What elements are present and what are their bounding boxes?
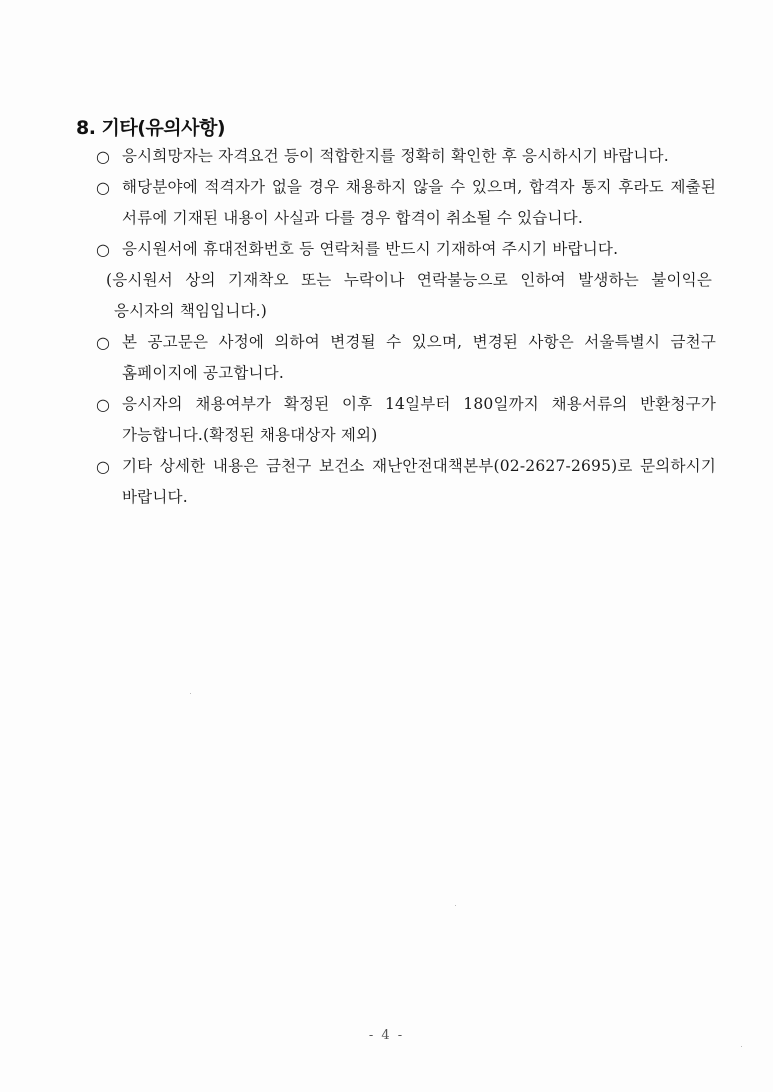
list-item-text: 해당분야에 적격자가 없을 경우 채용하지 않을 수 있으며, 합격자 통지 후라도 제출된 서류에 기재된 내용이 사실과 다를 경우 합격이 취소될 수 있습니다. — [122, 178, 716, 227]
section-title: 8. 기타(유의사항) — [76, 117, 226, 139]
page-number: - 4 - — [368, 1028, 405, 1043]
circle-bullet-icon: ○ — [96, 147, 110, 166]
list-item — [96, 389, 716, 451]
list-item — [96, 327, 716, 389]
scan-speck — [190, 693, 191, 694]
circle-bullet-icon: ○ — [96, 395, 110, 414]
notice-list — [96, 141, 716, 513]
scan-speck — [741, 1046, 742, 1047]
list-item-text: 응시자의 채용여부가 확정된 이후 14일부터 180일까지 채용서류의 반환청구가 가능합니다.(확정된 채용대상자 제외) — [122, 395, 716, 444]
list-item-text: 응시희망자는 자격요건 등이 적합한지를 정확히 확인한 후 응시하시기 바랍니다. — [122, 147, 669, 165]
list-item — [96, 141, 716, 172]
list-item — [96, 451, 716, 513]
list-item-text: 응시원서에 휴대전화번호 등 연락처를 반드시 기재하여 주시기 바랍니다. — [122, 240, 619, 258]
circle-bullet-icon: ○ — [96, 178, 110, 197]
scan-speck — [455, 905, 456, 906]
list-item — [96, 172, 716, 234]
list-item-text: 기타 상세한 내용은 금천구 보건소 재난안전대책본부(02-2627-2695)로 문의하시기 바랍니다. — [122, 457, 716, 506]
circle-bullet-icon: ○ — [96, 457, 110, 476]
circle-bullet-icon: ○ — [96, 240, 110, 259]
circle-bullet-icon: ○ — [96, 333, 110, 352]
list-item — [96, 234, 716, 265]
list-item-note: (응시원서 상의 기재착오 또는 누락이나 연락불능으로 인하여 발생하는 불이익은 응시자의 책임입니다.) — [106, 271, 712, 320]
list-item-text: 본 공고문은 사정에 의하여 변경될 수 있으며, 변경된 사항은 서울특별시 금천구 홈페이지에 공고합니다. — [122, 333, 716, 382]
